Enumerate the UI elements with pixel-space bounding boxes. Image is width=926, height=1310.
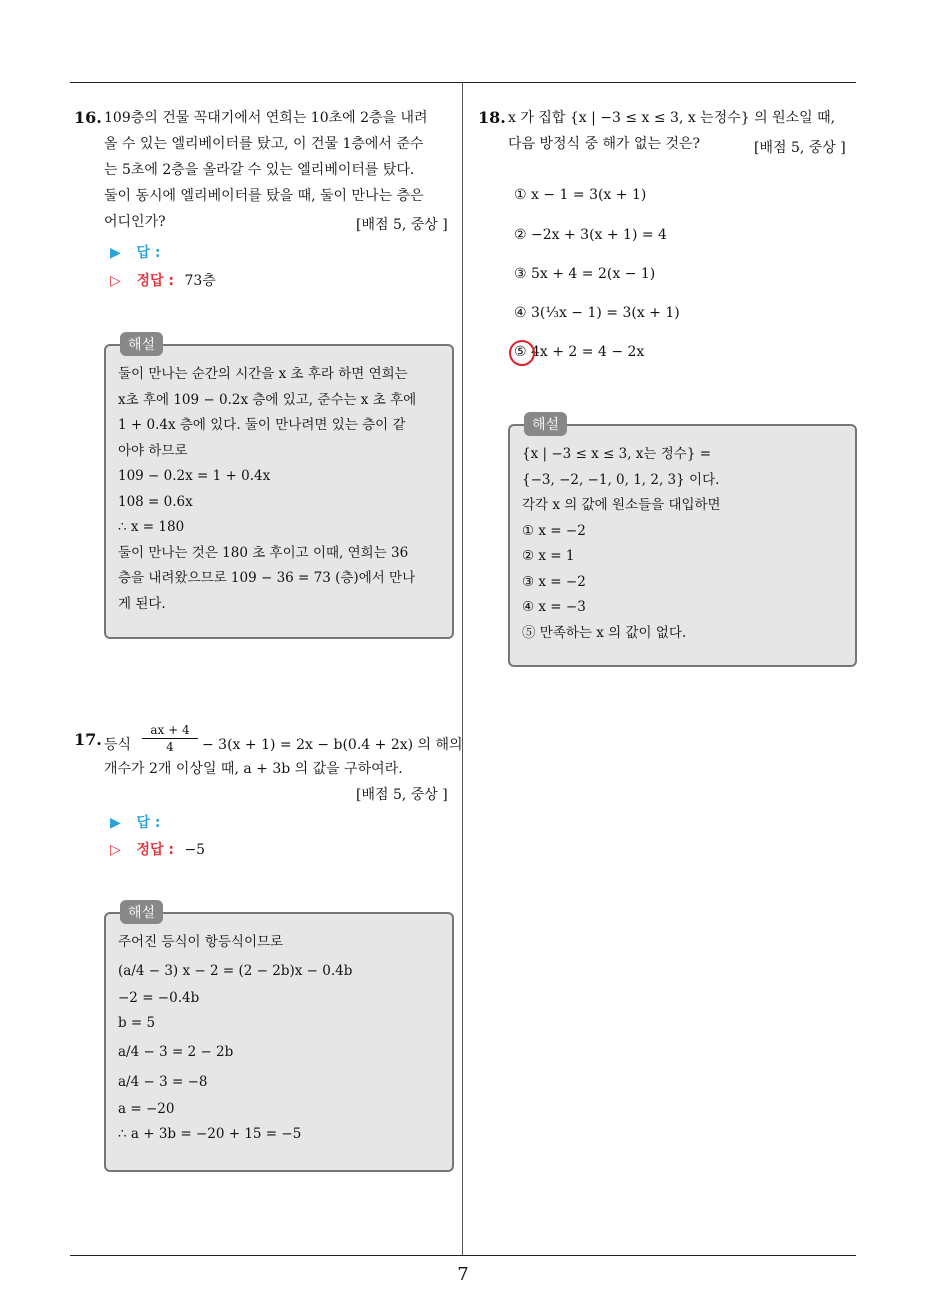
bottom-rule bbox=[70, 1255, 856, 1256]
correct-value: −5 bbox=[184, 842, 206, 858]
solution-line: 둘이 만나는 순간의 시간을 x 초 후라 하면 연희는 bbox=[118, 366, 408, 382]
choice-4[interactable]: ④ 3(⅓x − 1) = 3(x + 1) bbox=[514, 305, 680, 321]
question-prefix: 등식 bbox=[104, 737, 132, 753]
outline-triangle-icon: ▷ bbox=[110, 842, 121, 858]
page-number: 7 bbox=[457, 1264, 469, 1285]
solution-line: ① x = −2 bbox=[522, 522, 586, 539]
solution-line: ② x = 1 bbox=[522, 548, 575, 564]
solution-line: a/4 − 3 = −8 bbox=[118, 1073, 208, 1090]
solution-line: 주어진 등식이 항등식이므로 bbox=[118, 934, 284, 950]
question-number: 17. bbox=[74, 730, 102, 749]
solution-lines bbox=[118, 930, 442, 1148]
question-line: 109층의 건물 꼭대기에서 연희는 10초에 2층을 내려 bbox=[104, 110, 428, 126]
answer-line bbox=[110, 812, 160, 832]
solution-line: −2 = −0.4b bbox=[118, 989, 200, 1006]
solution-lines bbox=[522, 442, 845, 646]
top-rule bbox=[70, 82, 856, 83]
question-line: 는 5초에 2층을 올라갈 수 있는 엘리베이터를 탔다. bbox=[104, 162, 415, 178]
solution-box bbox=[104, 905, 454, 1172]
solution-line: b = 5 bbox=[118, 1015, 156, 1031]
solution-line: {x | −3 ≤ x ≤ 3, x는 정수} = bbox=[522, 446, 712, 462]
points-label: [배점 5, 중상 ] bbox=[754, 140, 846, 156]
answer-circle-mark bbox=[509, 340, 535, 366]
points-label: [배점 5, 중상 ] bbox=[356, 217, 448, 233]
fraction bbox=[142, 722, 198, 755]
solution-box bbox=[508, 417, 857, 667]
answer-label: 답 : bbox=[136, 815, 161, 831]
solution-line: ⑤ 만족하는 x 의 값이 없다. bbox=[522, 624, 687, 641]
solution-line: x초 후에 109 − 0.2x 층에 있고, 준수는 x 초 후에 bbox=[118, 391, 417, 408]
column-divider bbox=[462, 83, 463, 1255]
solution-line: ③ x = −2 bbox=[522, 573, 586, 590]
solution-line: 1 + 0.4x 층에 있다. 둘이 만나려면 있는 층이 같 bbox=[118, 417, 406, 433]
question-line: 어디인가? bbox=[104, 214, 166, 230]
solution-line: ∴ x = 180 bbox=[118, 519, 185, 535]
question-line-1: x 가 집합 {x | −3 ≤ x ≤ 3, x 는정수} 의 원소일 때, bbox=[508, 110, 836, 126]
solution-line: (a/4 − 3) x − 2 = (2 − 2b)x − 0.4b bbox=[118, 962, 353, 979]
choice-1[interactable]: ① x − 1 = 3(x + 1) bbox=[514, 187, 647, 203]
solution-box bbox=[104, 337, 454, 639]
question-number: 16. bbox=[74, 108, 102, 127]
question-line-2: 개수가 2개 이상일 때, a + 3b 의 값을 구하여라. bbox=[104, 761, 403, 777]
correct-answer-line bbox=[110, 839, 205, 859]
solution-line: a/4 − 3 = 2 − 2b bbox=[118, 1043, 234, 1060]
choice-3[interactable]: ③ 5x + 4 = 2(x − 1) bbox=[514, 266, 656, 282]
answer-label: 답 : bbox=[136, 245, 161, 261]
choice-2[interactable]: ② −2x + 3(x + 1) = 4 bbox=[514, 227, 667, 243]
outline-triangle-icon: ▷ bbox=[110, 273, 121, 289]
question-line: 둘이 동시에 엘리베이터를 탔을 때, 둘이 만나는 층은 bbox=[104, 188, 424, 204]
question-line-2: 다음 방정식 중 해가 없는 것은? bbox=[508, 136, 701, 152]
solution-line: ∴ a + 3b = −20 + 15 = −5 bbox=[118, 1126, 302, 1142]
question-line: 올 수 있는 엘리베이터를 탔고, 이 건물 1층에서 준수 bbox=[104, 136, 424, 152]
solution-line: 108 = 0.6x bbox=[118, 493, 193, 510]
question-number: 18. bbox=[478, 108, 506, 127]
solution-line: 게 된다. bbox=[118, 595, 166, 612]
solution-line: 각각 x 의 값에 원소들을 대입하면 bbox=[522, 497, 721, 513]
solution-line: 층을 내려왔으므로 109 − 36 = 73 (층)에서 만나 bbox=[118, 570, 416, 586]
play-triangle-icon: ▶ bbox=[110, 815, 121, 831]
question-rest: − 3(x + 1) = 2x − b(0.4 + 2x) 의 해의 bbox=[202, 737, 463, 753]
fraction-numerator: ax + 4 bbox=[142, 722, 198, 739]
correct-answer-line bbox=[110, 270, 216, 290]
correct-label: 정답 : bbox=[136, 842, 174, 858]
solution-lines bbox=[118, 362, 442, 617]
points-label: [배점 5, 중상 ] bbox=[356, 787, 448, 803]
solution-line: 둘이 만나는 것은 180 초 후이고 이때, 연희는 36 bbox=[118, 544, 409, 561]
play-triangle-icon: ▶ bbox=[110, 245, 121, 261]
solution-line: 아야 하므로 bbox=[118, 442, 188, 459]
solution-tag: 해설 bbox=[120, 332, 163, 356]
answer-line bbox=[110, 242, 160, 262]
solution-line: {−3, −2, −1, 0, 1, 2, 3} 이다. bbox=[522, 471, 720, 488]
fraction-denominator: 4 bbox=[166, 740, 174, 754]
solution-line: a = −20 bbox=[118, 1100, 175, 1117]
correct-label: 정답 : bbox=[136, 273, 174, 289]
solution-line: 109 − 0.2x = 1 + 0.4x bbox=[118, 468, 271, 484]
choice-5[interactable]: ⑤ 4x + 2 = 4 − 2x bbox=[514, 344, 645, 360]
solution-line: ④ x = −3 bbox=[522, 599, 586, 615]
solution-tag: 해설 bbox=[120, 900, 163, 924]
solution-tag: 해설 bbox=[524, 412, 567, 436]
correct-value: 73층 bbox=[184, 273, 216, 289]
